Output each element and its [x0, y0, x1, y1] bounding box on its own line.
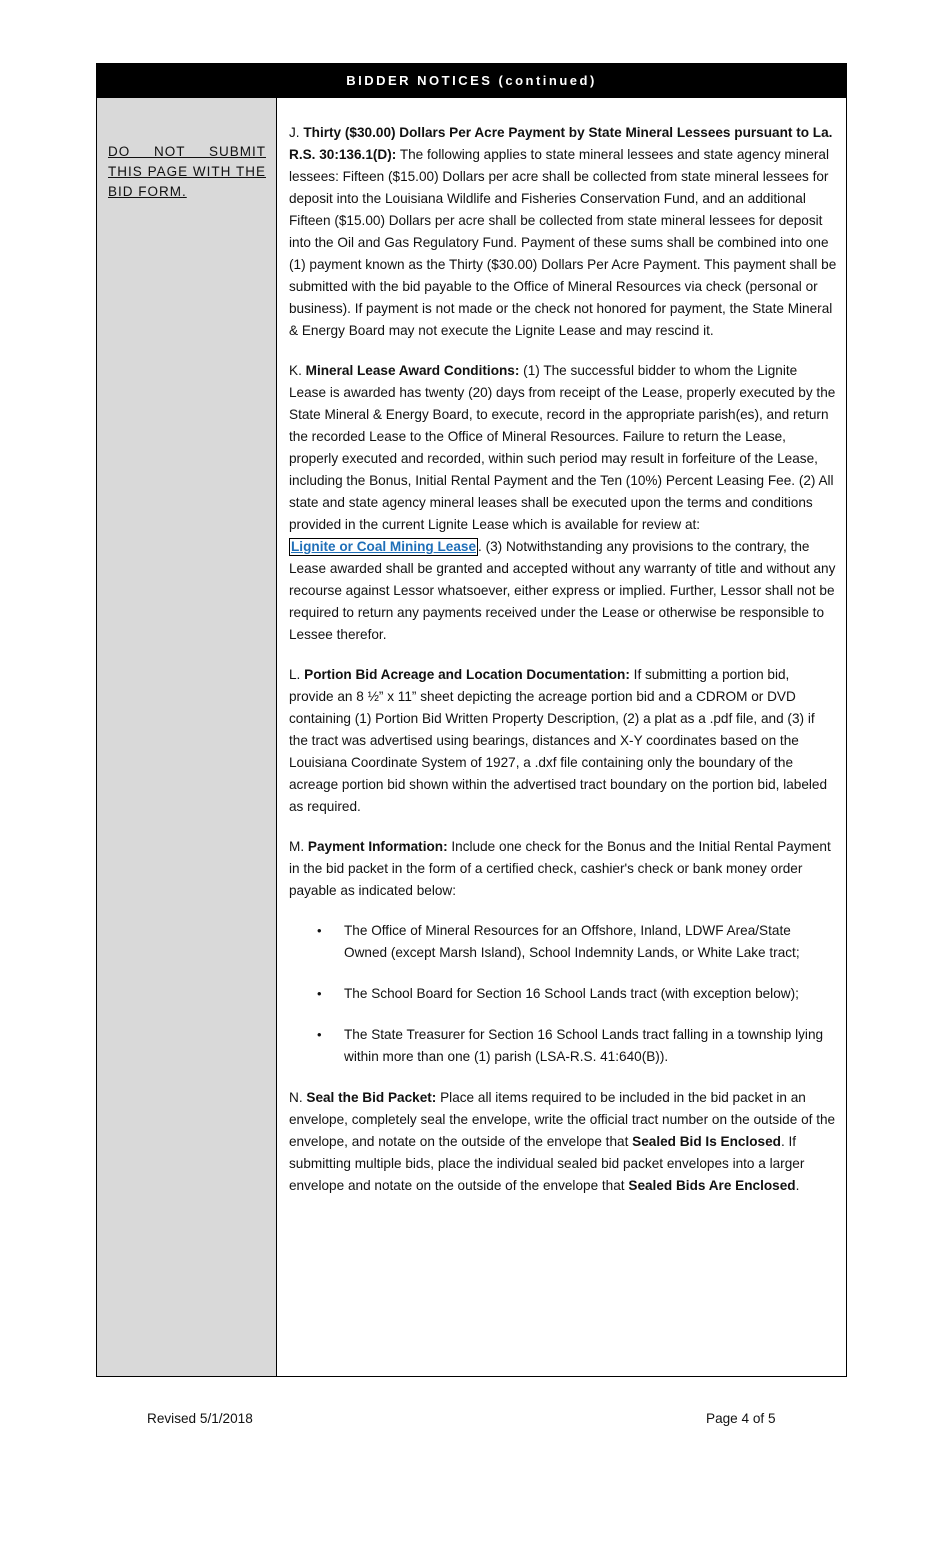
section-n-body-3: . — [795, 1178, 800, 1193]
payment-bullet-list — [289, 920, 837, 1068]
section-m — [289, 836, 837, 902]
section-m-body: Include one check for the Bonus and the Initial Rental Payment in the bid packet in the form of a certified check, cashier's check or bank money order payable as indicated below: — [289, 839, 831, 898]
section-k-body-before: (1) The successful bidder to whom the Lignite Lease is awarded has twenty (20) days from receipt of the Lease, properly executed by the State Mineral & Energy Board, to execute, record in the appropriate parish(es), and return the recorded Lease to the Office of Mineral Resources. Failure to return the Lease, properly executed and recorded, within such period may result in forfeiture of the Lease, including the Bonus, Initial Rental Payment and the Ten (10%) Percent Leasing Fee. (2) All state and state agency mineral leases shall be executed upon the terms and conditions provided in the current Lignite Lease which is available for review at: — [289, 363, 836, 532]
section-l — [289, 664, 837, 818]
section-n-bold-2: Sealed Bids Are Enclosed — [628, 1178, 796, 1193]
section-n — [289, 1087, 837, 1197]
section-m-heading: Payment Information: — [307, 839, 448, 854]
section-l-body: If submitting a portion bid, provide an 8 ½” x 11” sheet depicting the acreage portion bid and a CDROM or DVD containing (1) Portion Bid Written Property Description, (2) a plat as a .pdf file, and (3) if the tract was advertised using bearings, distances and X-Y coordinates based on the Louisiana Coordinate System of 1927, a .dxf file containing only the boundary of the acreage portion bid shown within the advertised tract boundary on the portion bid, labeled as required. — [289, 667, 828, 814]
lignite-lease-link[interactable]: Lignite or Coal Mining Lease — [291, 539, 477, 554]
bullet-icon: • — [317, 986, 322, 1001]
bullet-icon: • — [317, 923, 322, 938]
section-n-bold-1: Sealed Bid Is Enclosed — [632, 1134, 781, 1149]
list-item — [289, 1024, 837, 1068]
section-j-body: The following applies to state mineral lessees and state agency mineral lessees: Fifteen ($15.00) Dollars per acre shall be collected from state mineral lessees for deposit into the Louisiana Wildlife and Fisheries Conservation Fund, and an additional Fifteen ($15.00) Dollars per acre shall be collected from state mineral lessees for deposit into the Oil and Gas Regulatory Fund. Payment of these sums shall be combined into one (1) payment known as the Thirty ($30.00) Dollars Per Acre Payment. This payment shall be submitted with the bid payable to the Office of Mineral Resources via check (personal or business). If payment is not made or the check not honored for payment, the State Mineral & Energy Board may not execute the Lignite Lease and may rescind it. — [289, 147, 837, 338]
section-n-letter: N. — [289, 1090, 303, 1105]
bidder-notices-frame — [96, 63, 847, 1377]
list-item — [289, 983, 837, 1005]
sidebar-column — [97, 98, 277, 1376]
list-item — [289, 920, 837, 964]
revised-date: Revised 5/1/2018 — [147, 1411, 253, 1426]
bullet-text: The School Board for Section 16 School Lands tract (with exception below); — [344, 986, 799, 1001]
bullet-text: The Office of Mineral Resources for an Offshore, Inland, LDWF Area/State Owned (except Marsh Island), School Indemnity Lands, or White Lake tract; — [344, 923, 800, 960]
section-k — [289, 360, 837, 646]
page-number: Page 4 of 5 — [706, 1411, 776, 1426]
section-k-letter: K. — [289, 363, 302, 378]
section-k-body-after: . (3) Notwithstanding any provisions to the contrary, the Lease awarded shall be granted and accepted without any warranty of title and without any recourse against Lessor whatsoever, either express or implied. Further, Lessor shall not be required to return any payments received under the Lease or otherwise be responsible to Lessee therefor. — [289, 539, 836, 642]
section-l-heading: Portion Bid Acreage and Location Documentation: — [304, 667, 630, 682]
bullet-icon: • — [317, 1027, 322, 1042]
do-not-submit-notice: DO NOT SUBMIT THIS PAGE WITH THE BID FORM. — [108, 144, 266, 199]
section-j — [289, 122, 837, 342]
section-j-letter: J. — [289, 125, 300, 140]
section-l-letter: L. — [289, 667, 301, 682]
section-n-body-2: . If submitting multiple bids, place the individual sealed bid packet envelopes into a larger envelope and notate on the outside of the envelope that — [289, 1134, 805, 1193]
section-n-body-1: Place all items required to be included in the bid packet in an envelope, completely seal the envelope, write the official tract number on the outside of the envelope, and notate on the outside of the envelope that — [289, 1090, 836, 1149]
bullet-text: The State Treasurer for Section 16 School Lands tract falling in a township lying within more than one (1) parish (LSA-R.S. 41:640(B)). — [344, 1027, 824, 1064]
section-m-letter: M. — [289, 839, 305, 854]
notices-content — [289, 122, 837, 1215]
section-header: BIDDER NOTICES (continued) — [97, 64, 846, 98]
section-n-heading: Seal the Bid Packet: — [306, 1090, 437, 1105]
section-k-heading: Mineral Lease Award Conditions: — [305, 363, 520, 378]
section-j-heading: Thirty ($30.00) Dollars Per Acre Payment by State Mineral Lessees pursuant to La. R.S. 30:136.1(D): — [289, 125, 833, 162]
